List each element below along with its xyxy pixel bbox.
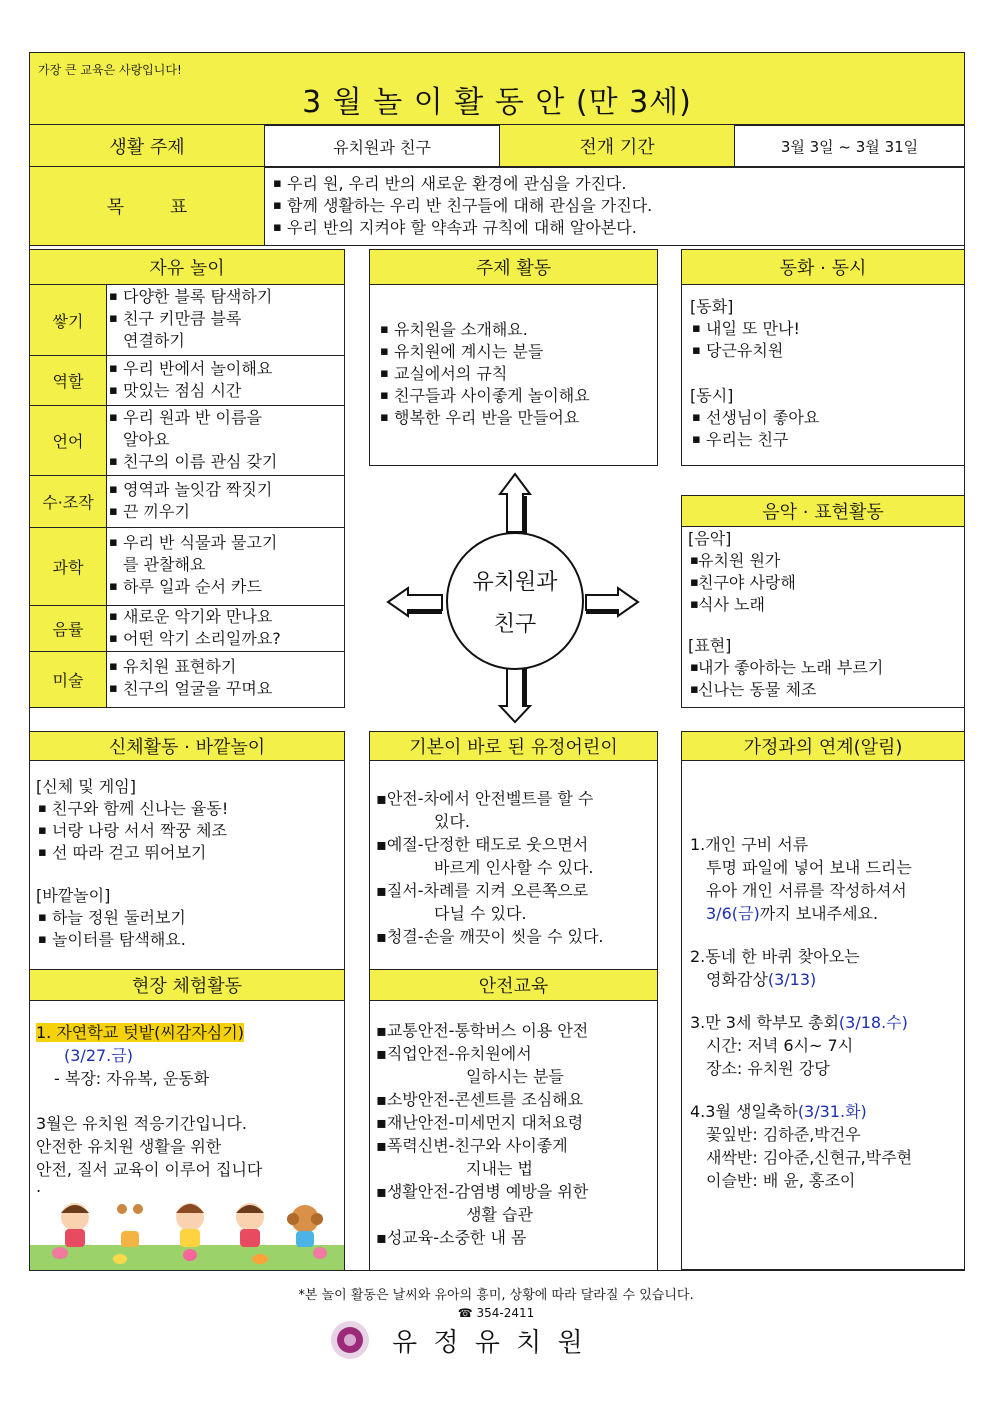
field-trip-date: (3/27.금) xyxy=(64,1046,133,1065)
outdoor-item: ▪ 놀이터를 탐색해요. xyxy=(36,929,344,951)
music-item: ▪ 식사 노래 xyxy=(688,594,964,616)
home-title: 가정과의 연계(알림) xyxy=(681,731,965,761)
adaptation-note: 안전, 질서 교육이 이루어 집니다 xyxy=(36,1160,263,1179)
notice-2-date: (3/13) xyxy=(767,970,817,989)
area-row xyxy=(30,285,344,355)
basic-item: ▪질서-차례를 지켜 오른쪽으로 다닐 수 있다. xyxy=(376,881,589,923)
story-box xyxy=(681,284,965,466)
poem-item: ▪ 선생님이 좋아요 xyxy=(690,407,964,429)
physical-title: 신체활동 · 바깥놀이 xyxy=(29,731,345,761)
area-item: ▪ 영역과 놀잇감 짝짓기 xyxy=(107,479,344,501)
game-item: ▪ 선 따라 걷고 뛰어보기 xyxy=(36,842,344,864)
expression-heading: [표현] xyxy=(688,636,732,655)
school-logo-icon xyxy=(330,1320,370,1360)
notice-3-date: (3/18.수) xyxy=(838,1013,908,1032)
adaptation-note: . xyxy=(36,1177,42,1196)
area-row xyxy=(30,405,344,475)
music-item: ▪ 유치원 원가 xyxy=(688,550,964,572)
center-line2: 친구 xyxy=(493,612,537,637)
notice-4-line: 이슬반: 배 윤, 홍조이 xyxy=(706,1171,856,1190)
area-row xyxy=(30,527,344,605)
area-label: 과학 xyxy=(30,528,107,605)
story-heading: [동화] xyxy=(690,297,734,316)
free-play-title: 자유 놀이 xyxy=(29,249,345,285)
goal-item: ▪ 함께 생활하는 우리 반 친구들에 대해 관심을 가진다. xyxy=(271,195,652,217)
area-item: ▪ 어떤 악기 소리일까요? xyxy=(107,628,344,650)
theme-activity-item: ▪ 유치원을 소개해요. xyxy=(378,319,657,341)
safety-item: ▪폭력신변-친구와 사이좋게 지내는 법 xyxy=(376,1136,568,1178)
area-item: ▪ 맛있는 점심 시간 xyxy=(107,380,344,402)
expression-item: ▪ 내가 좋아하는 노래 부르기 xyxy=(688,657,964,679)
basic-item: ▪안전-차에서 안전벨트를 할 수 있다. xyxy=(376,789,594,831)
arrow-up-icon xyxy=(500,474,530,534)
theme-activity-item: ▪ 교실에서의 규칙 xyxy=(378,363,657,385)
area-item: ▪ 다양한 블록 탐색하기 xyxy=(107,286,344,308)
story-item: ▪ 당근유치원 xyxy=(690,340,964,362)
area-row xyxy=(30,355,344,405)
game-heading: [신체 및 게임] xyxy=(36,777,136,796)
area-item: ▪ 친구 키만큼 블록 연결하기 xyxy=(107,308,344,352)
goal-list xyxy=(265,167,652,245)
outdoor-item: ▪ 하늘 정원 둘러보기 xyxy=(36,907,344,929)
area-row xyxy=(30,651,344,707)
area-item: ▪ 우리 반에서 놀이해요 xyxy=(107,358,344,380)
field-trip-item: 1. 자연학교 텃밭(씨감자심기) xyxy=(36,1023,244,1042)
game-item: ▪ 너랑 나랑 서서 짝꿍 체조 xyxy=(36,820,344,842)
area-item: ▪ 하루 일과 순서 카드 xyxy=(107,576,344,598)
slogan: 가장 큰 교육은 사랑입니다! xyxy=(38,63,182,77)
notice-1-date: 3/6(금) xyxy=(706,904,760,923)
safety-box xyxy=(369,1000,658,1271)
area-row xyxy=(30,605,344,651)
safety-item: ▪생활안전-감염병 예방을 위한 생활 습관 xyxy=(376,1182,589,1224)
music-heading: [음악] xyxy=(688,529,732,548)
goal-label: 목 표 xyxy=(30,167,265,245)
area-label: 음률 xyxy=(30,606,107,651)
poem-heading: [동시] xyxy=(690,386,734,405)
theme-activity-item: ▪ 친구들과 사이좋게 놀이해요 xyxy=(378,385,657,407)
arrow-down-icon xyxy=(500,668,530,722)
safety-item: ▪직업안전-유치원에서 일하시는 분들 xyxy=(376,1044,564,1086)
goal-row xyxy=(29,166,965,246)
notice-4-line: 꽃잎반: 김하준,박건우 xyxy=(706,1125,861,1144)
notice-1-line: 3/6(금)까지 보내주세요. xyxy=(706,904,879,923)
safety-item: ▪소방안전-콘센트를 조심해요 xyxy=(376,1090,584,1109)
notice-4-date: (3/31.화) xyxy=(797,1102,867,1121)
notice-1-line: 투명 파일에 넣어 보내 드리는 xyxy=(706,858,912,877)
goal-item: ▪ 우리 원, 우리 반의 새로운 환경에 관심을 가진다. xyxy=(271,173,652,195)
period-value: 3월 3일 ~ 3월 31일 xyxy=(780,137,919,156)
notice-4-title: 4.3월 생일축하(3/31.화) xyxy=(690,1102,867,1121)
area-item: ▪ 친구의 얼굴을 꾸며요 xyxy=(107,678,344,700)
period-label: 전개 기간 xyxy=(500,125,735,167)
header-banner xyxy=(29,52,965,126)
adaptation-note: 안전한 유치원 생활을 위한 xyxy=(36,1137,222,1156)
basic-box xyxy=(369,760,658,970)
area-item: ▪ 유치원 표현하기 xyxy=(107,656,344,678)
notice-3-title: 3.만 3세 학부모 총회(3/18.수) xyxy=(690,1013,908,1032)
notice-2-title: 2.동네 한 바퀴 찾아오는 xyxy=(690,947,860,966)
music-box xyxy=(681,526,965,708)
basic-item: ▪청결-손을 깨끗이 씻을 수 있다. xyxy=(376,927,604,946)
info-row xyxy=(29,124,965,168)
area-item: ▪ 우리 원과 반 이름을 알아요 xyxy=(107,407,344,451)
notice-2-line: 영화감상(3/13) xyxy=(706,970,817,989)
outdoor-heading: [바깥놀이] xyxy=(36,886,111,905)
area-item: ▪ 친구의 이름 관심 갖기 xyxy=(107,451,344,473)
arrow-left-icon xyxy=(388,588,442,616)
home-box xyxy=(681,760,965,1270)
area-label: 역할 xyxy=(30,356,107,405)
theme-activity-title: 주제 활동 xyxy=(369,249,658,285)
safety-item: ▪교통안전-통학버스 이용 안전 xyxy=(376,1021,589,1040)
notice-3-line: 장소: 유치원 강당 xyxy=(706,1059,830,1078)
poem-item: ▪ 우리는 친구 xyxy=(690,429,964,451)
music-title: 음악 · 표현활동 xyxy=(681,495,965,527)
field-trip-box xyxy=(29,1000,345,1271)
area-item: ▪ 우리 반 식물과 물고기 를 관찰해요 xyxy=(107,532,344,576)
adaptation-note: 3월은 유치원 적응기간입니다. xyxy=(36,1114,247,1133)
basic-title: 기본이 바로 된 유정어린이 xyxy=(369,731,658,761)
theme-value: 유치원과 친구 xyxy=(265,125,500,167)
page-title: 3 월 놀 이 활 동 안 (만 3세) xyxy=(302,85,692,120)
expression-item: ▪ 신나는 동물 체조 xyxy=(688,679,964,701)
goal-item: ▪ 우리 반의 지켜야 할 약속과 규칙에 대해 알아본다. xyxy=(271,217,652,239)
area-label: 언어 xyxy=(30,406,107,475)
game-item: ▪ 친구와 함께 신나는 율동! xyxy=(36,798,344,820)
area-label: 쌓기 xyxy=(30,285,107,355)
school-name: 유 정 유 치 원 xyxy=(392,1327,587,1358)
center-line1: 유치원과 xyxy=(472,570,558,595)
notice-1-line: 유아 개인 서류를 작성하셔서 xyxy=(706,881,907,900)
free-play-table xyxy=(29,284,345,708)
children-illustration xyxy=(30,1197,344,1271)
footer-note: *본 놀이 활동은 날씨와 유아의 흥미, 상황에 따라 달라질 수 있습니다. xyxy=(298,1288,694,1303)
footer-phone: ☎ 354-2411 xyxy=(457,1306,535,1320)
area-item: ▪ 끈 끼우기 xyxy=(107,501,344,523)
theme-activity-item: ▪ 유치원에 계시는 분들 xyxy=(378,341,657,363)
notice-4-line: 새싹반: 김아준,신현규,박주현 xyxy=(706,1148,913,1167)
area-item: ▪ 새로운 악기와 만나요 xyxy=(107,606,344,628)
arrow-right-icon xyxy=(586,588,638,616)
story-title: 동화 · 동시 xyxy=(681,249,965,285)
notice-3-line: 시간: 저녁 6시~ 7시 xyxy=(706,1036,854,1055)
basic-item: ▪예절-단정한 태도로 웃으면서 바르게 인사할 수 있다. xyxy=(376,835,594,877)
center-label xyxy=(445,562,585,646)
theme-label: 생활 주제 xyxy=(30,125,265,167)
physical-box xyxy=(29,760,345,970)
theme-activity-box xyxy=(369,284,658,466)
area-row xyxy=(30,475,344,527)
footer-school xyxy=(330,1320,660,1360)
area-label: 수·조작 xyxy=(30,476,107,527)
safety-title: 안전교육 xyxy=(369,969,658,1001)
field-trip-note: - 복장: 자유복, 운동화 xyxy=(54,1069,210,1088)
notice-1-title: 1.개인 구비 서류 xyxy=(690,835,809,854)
field-trip-title: 현장 체험활동 xyxy=(29,969,345,1001)
safety-item: ▪성교육-소중한 내 몸 xyxy=(376,1228,527,1247)
theme-activity-item: ▪ 행복한 우리 반을 만들어요 xyxy=(378,407,657,429)
area-label: 미술 xyxy=(30,652,107,707)
music-item: ▪ 친구야 사랑해 xyxy=(688,572,964,594)
story-item: ▪ 내일 또 만나! xyxy=(690,318,964,340)
safety-item: ▪재난안전-미세먼지 대처요령 xyxy=(376,1113,584,1132)
